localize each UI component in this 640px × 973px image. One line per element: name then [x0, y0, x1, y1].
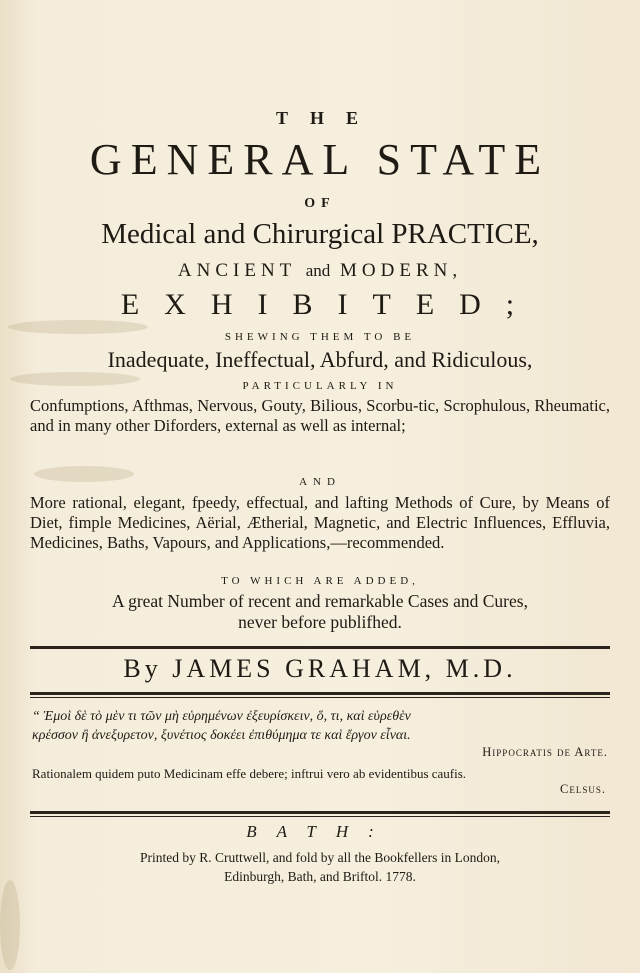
latin-quote: Rationalem quidem puto Medicinam effe debere; inftrui vero ab evidentibus caufis.	[32, 766, 467, 781]
imprint-line-1: Printed by R. Cruttwell, and fold by all the Bookfellers in London,	[140, 850, 500, 865]
paper-stain	[0, 880, 20, 970]
added-line: TO WHICH ARE ADDED,	[221, 575, 419, 587]
latin-source: Celsus.	[560, 782, 606, 796]
rule-above-imprint	[30, 811, 610, 814]
modern-word: MODERN,	[340, 260, 463, 281]
ancient-word: ANCIENT	[177, 260, 296, 281]
rule-below-author-thin	[30, 697, 610, 698]
cases-line-2: never before publifhed.	[238, 612, 402, 632]
diseases-paragraph: Confumptions, Afthmas, Nervous, Gouty, Bilious, Scorbu-tic, Scrophulous, Rheumatic, and in many other Diforders, external as well as internal;	[30, 396, 610, 435]
cases-line-1: A great Number of recent and remarkable Cases and Cures,	[112, 591, 528, 611]
methods-paragraph: More rational, elegant, fpeedy, effectual, and lafting Methods of Cure, by Means of Diet, fimple Medicines, Aërial, Ætherial, Magnetic, and Electric Influences, Effluvia, Medicines, Baths, Vapours, and Applications,—recommended.	[30, 493, 610, 552]
title-the: THE	[275, 108, 380, 128]
and-separator: AND	[299, 476, 341, 488]
particularly-line: PARTICULARLY IN	[242, 380, 398, 392]
and-word: and	[305, 261, 331, 280]
shewing-line: SHEWING THEM TO BE	[224, 331, 416, 343]
author-line: By JAMES GRAHAM, M.D.	[123, 654, 517, 683]
ancient-modern-line	[0, 260, 640, 282]
place-of-publication: BATH:	[246, 822, 394, 841]
main-title: GENERAL STATE	[89, 135, 551, 184]
adjectives-line: Inadequate, Ineffectual, Abfurd, and Ridiculous,	[107, 347, 533, 372]
rule-above-imprint-thin	[30, 816, 610, 817]
greek-epigraph-line-1: “ Ἐμοὶ δὲ τὸ μὲν τι τῶν μὴ εὑρημένων ἐξευρίσκειν, ὅ, τι, καὶ εὑρεθὲν	[32, 709, 411, 724]
exhibited-line: EXHIBITED;	[120, 288, 540, 321]
rule-above-author	[30, 646, 610, 649]
greek-epigraph-line-2: κρέσσον ἢ ἀνεξυρετον, ξυνέτιος δοκέει ἐπιθύμημα τε καὶ ἔργον εἶναι.	[32, 728, 411, 743]
rule-below-author	[30, 692, 610, 695]
epigraph-source: Hippocratis de Arte.	[482, 745, 608, 759]
subject-line: Medical and Chirurgical PRACTICE,	[101, 218, 539, 250]
imprint-line-2: Edinburgh, Bath, and Briftol. 1778.	[224, 869, 416, 884]
title-of: OF	[304, 196, 336, 211]
